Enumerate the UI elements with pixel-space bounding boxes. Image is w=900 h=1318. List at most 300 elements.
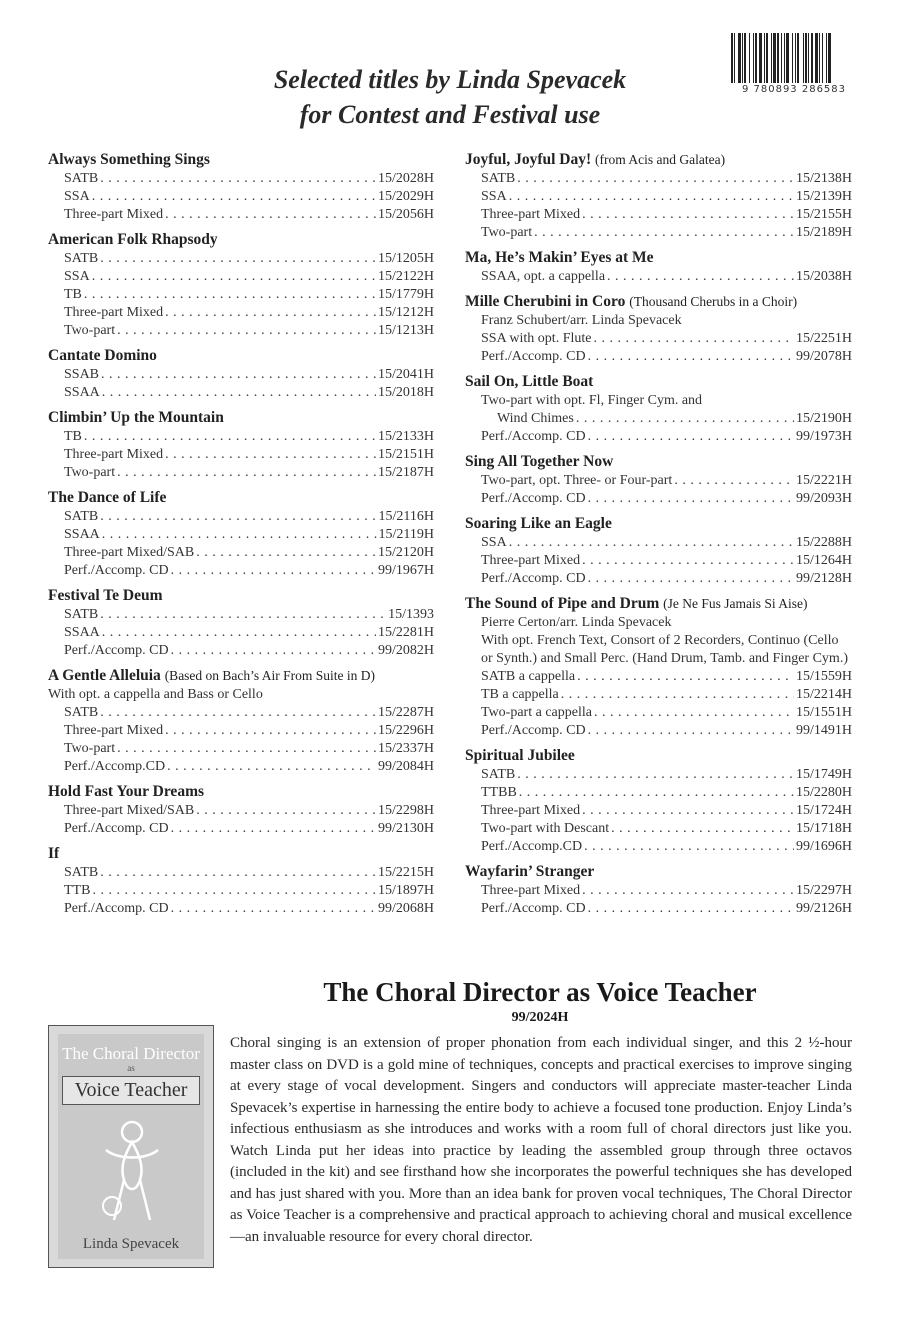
catalog-code: 15/1749H (796, 767, 852, 782)
dot-leader (84, 286, 376, 304)
voicing-label: Three-part Mixed (481, 803, 581, 818)
dot-leader (577, 668, 794, 686)
entry-title (48, 229, 434, 250)
catalog-code: 15/2189H (796, 225, 852, 240)
entry-note: Pierre Certon/arr. Linda Spevacek (481, 615, 672, 630)
dvd-cover-image (48, 1025, 214, 1268)
dot-leader (171, 900, 376, 918)
catalog-code: 15/2190H (796, 411, 852, 426)
voicing-row (48, 802, 434, 820)
voicing-label: SATB (64, 865, 99, 880)
voicing-row (465, 900, 852, 918)
voicing-row (48, 526, 434, 544)
voicing-label: TB a cappella (481, 687, 559, 702)
entry-title (465, 745, 852, 766)
voicing-row (48, 188, 434, 206)
voicing-label: SATB (64, 171, 99, 186)
voicing-label: Two-part (64, 465, 116, 480)
dot-leader (582, 882, 794, 900)
barcode-bar (819, 33, 820, 83)
barcode-bar (777, 33, 779, 83)
voicing-label: Perf./Accomp. CD (64, 643, 169, 658)
voicing-label: SSA (481, 189, 507, 204)
dot-leader (92, 188, 376, 206)
voicing-row (465, 330, 852, 348)
entry-note: With opt. French Text, Consort of 2 Recorders, Continuo (Cello or Synth.) and Small Perc. (Hand Drum, Tamb. and Finger Cym.) (481, 633, 848, 666)
entry-title (48, 665, 434, 686)
catalog-code: 15/2038H (796, 269, 852, 284)
barcode-bar (781, 33, 782, 83)
catalog-entry (48, 585, 434, 660)
voicing-label: Perf./Accomp. CD (481, 901, 586, 916)
dot-leader (588, 348, 794, 366)
voicing-label: SATB (64, 607, 99, 622)
voicing-row (465, 704, 852, 722)
page-title-line2: for Contest and Festival use (299, 100, 601, 129)
voicing-label: Two-part (481, 225, 533, 240)
catalog-code: 15/1551H (796, 705, 852, 720)
dot-leader (100, 508, 376, 526)
voicing-row (48, 428, 434, 446)
dot-leader (117, 464, 376, 482)
entry-title (465, 861, 852, 882)
barcode-bars (731, 33, 857, 83)
entry-title-text: The Dance of Life (48, 489, 167, 506)
entry-note: Franz Schubert/arr. Linda Spevacek (481, 313, 682, 328)
voicing-label: Three-part Mixed (64, 723, 164, 738)
voicing-row (48, 864, 434, 882)
voicing-label: Three-part Mixed (481, 883, 581, 898)
barcode-bar (811, 33, 813, 83)
barcode-bar (742, 33, 743, 83)
catalog-entry (465, 149, 852, 242)
dot-leader (165, 722, 376, 740)
entry-title-text: Sail On, Little Boat (465, 373, 594, 390)
voicing-row (48, 642, 434, 660)
voicing-label: Perf./Accomp. CD (481, 571, 586, 586)
catalog-code: 15/2056H (378, 207, 434, 222)
voicing-row (465, 784, 852, 802)
catalog-code: 15/2296H (378, 723, 434, 738)
catalog-entry (48, 149, 434, 224)
barcode-bar (766, 33, 768, 83)
catalog-code: 99/2128H (796, 571, 852, 586)
barcode-bar (734, 33, 735, 83)
catalog-code: 15/1213H (378, 323, 434, 338)
entry-title-text: Spiritual Jubilee (465, 747, 575, 764)
catalog-code: 15/2018H (378, 385, 434, 400)
page-title (180, 62, 720, 132)
voicing-row (48, 366, 434, 384)
catalog-code: 15/2139H (796, 189, 852, 204)
dot-leader (171, 820, 376, 838)
dvd-cover-panel (58, 1034, 204, 1259)
voicing-row (48, 544, 434, 562)
catalog-code: 15/2151H (378, 447, 434, 462)
entry-title-text: Climbin’ Up the Mountain (48, 409, 224, 426)
voicing-row (48, 740, 434, 758)
voicing-row (48, 820, 434, 838)
entry-title-text: Ma, He’s Makin’ Eyes at Me (465, 249, 654, 266)
dot-leader (588, 490, 794, 508)
entry-title (48, 407, 434, 428)
dot-leader (165, 206, 376, 224)
voicing-label: TTBB (481, 785, 517, 800)
catalog-code: 15/1205H (378, 251, 434, 266)
catalog-entry (48, 781, 434, 838)
entry-title-text: Sing All Together Now (465, 453, 614, 470)
entry-title (465, 291, 852, 312)
barcode-bar (792, 33, 793, 83)
catalog-entry (48, 665, 434, 776)
barcode-bar (822, 33, 823, 83)
voicing-row (465, 668, 852, 686)
catalog-code: 15/1264H (796, 553, 852, 568)
page-title-line1: Selected titles by Linda Spevacek (273, 65, 627, 94)
barcode-bar (738, 33, 741, 83)
entry-title (465, 247, 852, 268)
catalog-code: 15/2214H (796, 687, 852, 702)
dvd-cover-title-line2: as (127, 1063, 135, 1073)
entry-title (48, 149, 434, 170)
dvd-title: The Choral Director as Voice Teacher (323, 977, 757, 1007)
voicing-row (465, 224, 852, 242)
catalog-code: 99/1967H (378, 563, 434, 578)
voicing-row (48, 464, 434, 482)
catalog-code: 99/2084H (378, 759, 434, 774)
voicing-label: SSAA, opt. a cappella (481, 269, 606, 284)
voicing-row (48, 722, 434, 740)
voicing-label: TB (64, 287, 82, 302)
dot-leader (117, 740, 376, 758)
entry-title (465, 371, 852, 392)
voicing-row (48, 624, 434, 642)
entry-subtitle: (Je Ne Fus Jamais Si Aise) (663, 596, 808, 611)
catalog-code: 15/2251H (796, 331, 852, 346)
catalog-entry (48, 843, 434, 918)
dot-leader (582, 552, 794, 570)
voicing-row (48, 900, 434, 918)
voicing-label: Perf./Accomp. CD (64, 563, 169, 578)
dot-leader (517, 170, 794, 188)
catalog-code: 15/2297H (796, 883, 852, 898)
dot-leader (102, 384, 376, 402)
barcode-bar (808, 33, 809, 83)
voicing-row (48, 286, 434, 304)
catalog-entry (465, 291, 852, 366)
entry-title-text: Cantate Domino (48, 347, 157, 364)
barcode-bar (803, 33, 804, 83)
entry-title-text: Joyful, Joyful Day! (465, 151, 592, 168)
voicing-label: Three-part Mixed (64, 207, 164, 222)
barcode-bar (795, 33, 796, 83)
catalog-code: 15/2028H (378, 171, 434, 186)
voicing-row (465, 552, 852, 570)
barcode-bar (744, 33, 746, 83)
entry-title (48, 585, 434, 606)
voicing-label: Three-part Mixed (481, 207, 581, 222)
dot-leader (674, 472, 794, 490)
voicing-label: Perf./Accomp. CD (481, 723, 586, 738)
catalog-code: 15/1724H (796, 803, 852, 818)
voicing-row (465, 722, 852, 740)
catalog-code: 99/2082H (378, 643, 434, 658)
dvd-cover-author: Linda Spevacek (82, 1236, 180, 1252)
catalog-entry (48, 407, 434, 482)
catalog-code: 15/2287H (378, 705, 434, 720)
dot-leader (102, 526, 377, 544)
dot-leader (100, 864, 376, 882)
voicing-label: Perf./Accomp.CD (481, 839, 583, 854)
voicing-row (465, 206, 852, 224)
catalog-code: 15/2119H (378, 527, 434, 542)
voicing-label: Two-part (64, 741, 116, 756)
barcode-bar (759, 33, 762, 83)
voicing-row (465, 570, 852, 588)
catalog-entry (465, 247, 852, 286)
dot-leader (582, 802, 794, 820)
entry-title (48, 487, 434, 508)
catalog-code: 15/1212H (378, 305, 434, 320)
voicing-label: Wind Chimes (497, 411, 574, 426)
voicing-row (465, 686, 852, 704)
voicing-row (48, 446, 434, 464)
voicing-row (48, 384, 434, 402)
dvd-cover-title-line3: Voice Teacher (62, 1076, 200, 1105)
catalog-code: 15/2337H (378, 741, 434, 756)
entry-title (48, 345, 434, 366)
dot-leader (534, 224, 794, 242)
dot-leader (588, 570, 794, 588)
dot-leader (171, 642, 376, 660)
dot-leader (517, 766, 794, 784)
dot-leader (84, 428, 376, 446)
voicing-label: Three-part Mixed (64, 305, 164, 320)
voicing-row (465, 428, 852, 446)
catalog-code: 99/2130H (378, 821, 434, 836)
catalog-code: 15/1559H (796, 669, 852, 684)
dot-leader (196, 544, 376, 562)
dot-leader (92, 882, 376, 900)
voicing-label: SSAA (64, 385, 100, 400)
voicing-row (48, 206, 434, 224)
voicing-row (48, 606, 434, 624)
barcode-bar (826, 33, 827, 83)
voicing-row (48, 268, 434, 286)
voicing-row (465, 534, 852, 552)
dot-leader (582, 206, 794, 224)
catalog-code: 15/2215H (378, 865, 434, 880)
left-column (48, 149, 434, 923)
catalog-entry (465, 513, 852, 588)
barcode-bar (731, 33, 733, 83)
barcode-bar (771, 33, 772, 83)
voicing-row (48, 882, 434, 900)
catalog-code: 15/2120H (378, 545, 434, 560)
barcode-bar (805, 33, 807, 83)
dot-leader (100, 606, 386, 624)
catalog-code: 99/1973H (796, 429, 852, 444)
barcode-bar (753, 33, 754, 83)
dot-leader (519, 784, 794, 802)
catalog-code: 15/2281H (378, 625, 434, 640)
entry-note: With opt. a cappella and Bass or Cello (48, 687, 263, 702)
catalog-code: 99/2093H (796, 491, 852, 506)
catalog-entry (48, 345, 434, 402)
catalog-code: 15/2280H (796, 785, 852, 800)
dot-leader (101, 366, 376, 384)
voicing-label: Three-part Mixed/SAB (64, 803, 195, 818)
entry-title-text: American Folk Rhapsody (48, 231, 218, 248)
dot-leader (576, 410, 794, 428)
voicing-label: Perf./Accomp. CD (64, 821, 169, 836)
catalog-code: 15/1393 (388, 607, 434, 622)
dot-leader (611, 820, 794, 838)
dot-leader (588, 722, 794, 740)
catalog-code: 99/2078H (796, 349, 852, 364)
catalog-code: 15/2041H (378, 367, 434, 382)
voicing-row (465, 490, 852, 508)
dvd-code: 99/2024H (511, 1010, 569, 1025)
barcode-bar (749, 33, 750, 83)
voicing-label: SSAA (64, 527, 100, 542)
dot-leader (588, 900, 794, 918)
catalog-code: 15/2133H (378, 429, 434, 444)
entry-title (48, 781, 434, 802)
voicing-label: SSAA (64, 625, 100, 640)
catalog-code: 15/2155H (796, 207, 852, 222)
dot-leader (102, 624, 376, 642)
voicing-label: Three-part Mixed (481, 553, 581, 568)
barcode-bar (815, 33, 818, 83)
catalog-entry (465, 451, 852, 508)
voicing-label: Perf./Accomp. CD (64, 901, 169, 916)
voicing-row (48, 758, 434, 776)
voicing-row (465, 838, 852, 856)
entry-title-text: Wayfarin’ Stranger (465, 863, 595, 880)
dot-leader (584, 838, 794, 856)
voicing-label: Perf./Accomp. CD (481, 429, 586, 444)
voicing-label: SSA (64, 189, 90, 204)
catalog-entry (465, 593, 852, 740)
voicing-label: Two-part a cappella (481, 705, 592, 720)
dvd-cover-title-line1: The Choral Director (62, 1044, 200, 1063)
catalog-code: 99/1696H (796, 839, 852, 854)
voicing-row (465, 410, 852, 428)
voicing-row (465, 882, 852, 900)
dot-leader (165, 304, 376, 322)
entry-title (48, 843, 434, 864)
entry-subtitle: (Thousand Cherubs in a Choir) (629, 294, 798, 309)
barcode-bar (797, 33, 799, 83)
entry-title (465, 593, 852, 614)
voicing-label: TB (64, 429, 82, 444)
voicing-label: SATB (64, 705, 99, 720)
voicing-row (465, 170, 852, 188)
barcode-bar (828, 33, 831, 83)
entry-title-text: If (48, 845, 60, 862)
voicing-label: SSA (64, 269, 90, 284)
barcode-bar (784, 33, 785, 83)
catalog-code: 15/2116H (378, 509, 434, 524)
voicing-label: Perf./Accomp.CD (64, 759, 166, 774)
dot-leader (588, 428, 794, 446)
catalog-entry (465, 861, 852, 918)
voicing-label: Perf./Accomp. CD (481, 349, 586, 364)
voicing-label: SATB (481, 767, 516, 782)
entry-subtitle: (Based on Bach’s Air From Suite in D) (164, 668, 376, 683)
dot-leader (165, 446, 376, 464)
dot-leader (167, 758, 376, 776)
catalog-code: 15/2298H (378, 803, 434, 818)
voicing-label: SSA with opt. Flute (481, 331, 592, 346)
catalog-code: 15/1779H (378, 287, 434, 302)
voicing-row (48, 170, 434, 188)
voicing-row (48, 304, 434, 322)
dot-leader (100, 704, 376, 722)
barcode-bar (764, 33, 765, 83)
catalog-code: 15/2122H (378, 269, 434, 284)
voicing-row (465, 268, 852, 286)
entry-title (465, 513, 852, 534)
catalog-entry (48, 229, 434, 340)
voicing-row (465, 802, 852, 820)
voicing-label: Two-part (64, 323, 116, 338)
dot-leader (117, 322, 376, 340)
voicing-label: SATB (64, 509, 99, 524)
voicing-label: Two-part, opt. Three- or Four-part (481, 473, 673, 488)
barcode-bar (786, 33, 789, 83)
entry-title (465, 451, 852, 472)
entry-title-text: Soaring Like an Eagle (465, 515, 612, 532)
voicing-row (465, 348, 852, 366)
barcode (731, 33, 857, 95)
voicing-row (465, 766, 852, 784)
entry-note: Two-part with opt. Fl, Finger Cym. and (481, 393, 703, 408)
dot-leader (196, 802, 376, 820)
voicing-label: SATB (64, 251, 99, 266)
dot-leader (171, 562, 376, 580)
dot-leader (593, 330, 794, 348)
barcode-digits: 9 780893 286583 (741, 84, 847, 95)
catalog-entry (465, 371, 852, 446)
dot-leader (100, 170, 376, 188)
entry-subtitle: (from Acis and Galatea) (595, 152, 726, 167)
barcode-bar (773, 33, 776, 83)
voicing-row (465, 472, 852, 490)
catalog-code: 15/2029H (378, 189, 434, 204)
voicing-row (465, 820, 852, 838)
entry-title-text: A Gentle Alleluia (48, 667, 161, 684)
voicing-label: SSA (481, 535, 507, 550)
voicing-row (48, 562, 434, 580)
dot-leader (594, 704, 794, 722)
catalog-entry (465, 745, 852, 856)
catalog-entry (48, 487, 434, 580)
dot-leader (509, 188, 794, 206)
entry-title-text: Mille Cherubini in Coro (465, 293, 626, 310)
dot-leader (100, 250, 376, 268)
right-column (465, 149, 852, 923)
voicing-row (48, 250, 434, 268)
voicing-label: TTB (64, 883, 91, 898)
dvd-description: Choral singing is an extension of proper phonation from each individual singer, and this 2 ½-hour master class on DVD is a gold mine of techniques, concepts and practical exercises to improve singing at every stage of vocal development. Singers and conductors will appreciate master-teacher Linda Spevacek’s expertise in harnessing the entire body to achieve a focused tone production. Enjoy Linda’s infectious enthusiasm as she introduces and works with a room full of choral directors just like you. Watch Linda put her ideas into practice by leading the assembled group through three octavos (included in the kit) and see firsthand how she incorporates the powerful techniques she has developed and has just shared with you. More than an idea bank for proven vocal techniques, The Choral Director as Voice Teacher is a comprehensive and practical approach to achieving choral and musical excellence—an invaluable resource for every choral director. (230, 1035, 852, 1245)
catalog-code: 99/1491H (796, 723, 852, 738)
voicing-label: SSAB (64, 367, 100, 382)
catalog-code: 99/2068H (378, 901, 434, 916)
dvd-cover-figure-icon (84, 1116, 180, 1226)
entry-title (465, 149, 852, 170)
